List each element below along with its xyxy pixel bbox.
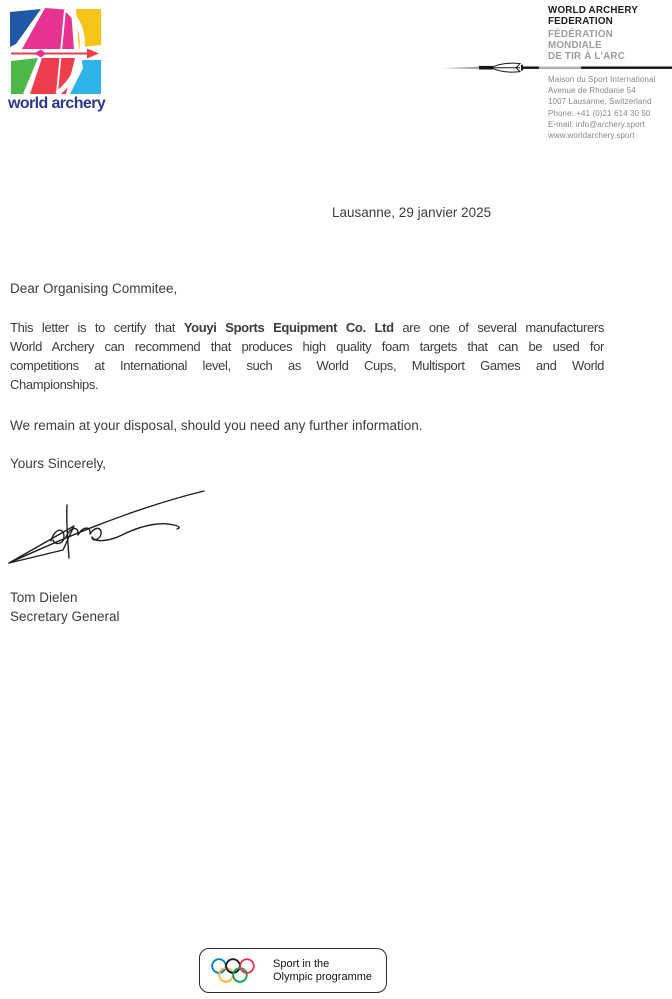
- paragraph-line: Championships.: [10, 377, 99, 392]
- paragraph-text: are one of several manufacturers: [393, 320, 604, 335]
- org-name-english-line: FEDERATION: [548, 16, 613, 27]
- org-name-english-line: WORLD ARCHERY: [548, 5, 639, 16]
- dateline: Lausanne, 29 janvier 2025: [332, 205, 492, 220]
- address-line: Maison du Sport International: [548, 75, 656, 84]
- paragraph-text: This letter is to certify that: [10, 320, 184, 335]
- letterhead-arrow-icon: [443, 61, 672, 73]
- body-paragraph: [10, 318, 604, 394]
- signer-title: Secretary General: [10, 609, 120, 624]
- address-line-email: E-mail: info@archery.sport: [548, 119, 645, 129]
- paragraph-line: competitions at International level, such as World Cups, Multisport Games and World: [10, 358, 604, 373]
- signer-name: Tom Dielen: [10, 590, 78, 605]
- olympic-rings-icon: [209, 954, 265, 988]
- greeting: Dear Organising Commitee,: [10, 281, 178, 296]
- company-name: Youyi Sports Equipment Co. Ltd: [183, 320, 394, 335]
- signature-image: [6, 484, 216, 569]
- badge-text: [273, 958, 372, 984]
- org-name-french-line: MONDIALE: [548, 40, 602, 51]
- olympic-programme-badge: [199, 948, 387, 993]
- world-archery-logo: [10, 8, 101, 95]
- badge-text-line: Sport in the: [273, 957, 330, 970]
- org-name-french: [548, 29, 625, 62]
- paragraph-line: [10, 318, 604, 337]
- valediction: Yours Sincerely,: [10, 456, 107, 471]
- world-archery-wordmark: world archery: [8, 95, 106, 112]
- address-line: Avenue de Rhodanie 54: [548, 86, 636, 96]
- org-name-english: [548, 5, 638, 27]
- org-name-french-line: DE TIR À L'ARC: [548, 51, 625, 62]
- address-line: 1007 Lausanne, Switzerland: [548, 97, 652, 107]
- signature-block: [10, 588, 120, 626]
- paragraph-line: World Archery can recommend that produces high quality foam targets that can be used for: [10, 339, 604, 354]
- address-line-website: www.worldarchery.sport: [548, 131, 635, 141]
- address-block: [548, 74, 655, 141]
- address-line: Phone: +41 (0)21 614 30 50: [548, 108, 651, 118]
- badge-text-line: Olympic programme: [273, 970, 373, 983]
- org-name-french-line: FÉDÉRATION: [548, 29, 613, 40]
- closing-line: We remain at your disposal, should you need any further information.: [10, 418, 423, 433]
